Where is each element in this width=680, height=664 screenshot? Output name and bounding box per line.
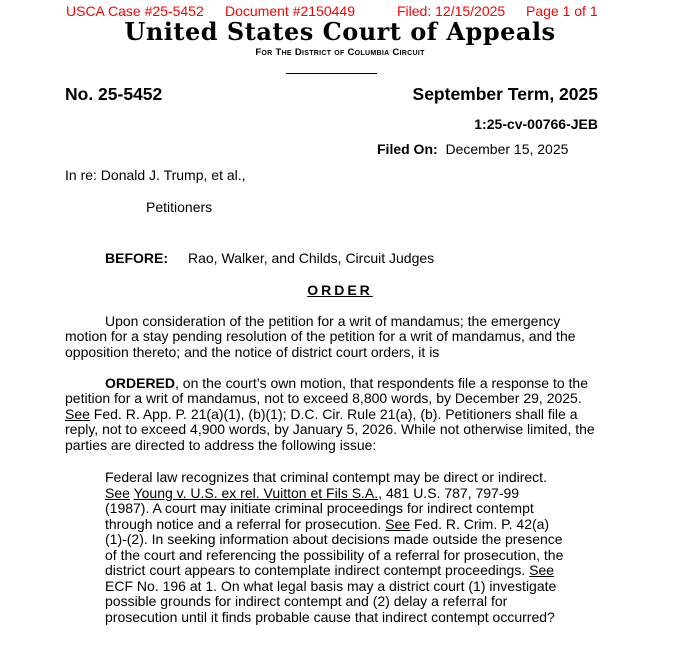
court-name: United States Court of Appeals xyxy=(124,17,556,46)
header-page-count: Page 1 of 1 xyxy=(526,3,598,19)
before-line xyxy=(105,250,434,266)
ordered-text-1: , on the court’s own motion, that respondents file a response to the petition for a writ of mandamus, not to exceed 8,800 words, by December 29, 2025. xyxy=(65,375,589,407)
ordered-paragraph xyxy=(65,376,605,453)
see-signal: See xyxy=(385,515,411,532)
issue-text-3: Fed. R. Crim. P. 42(a)(1)-(2). In seeking information about decisions made outside the presence of the court and referencing the possibility of a referral for prosecution, the district court appears to contemplate indirect contempt proceedings. xyxy=(105,515,564,578)
court-district: For The District of Columbia Circuit xyxy=(255,47,425,58)
ordered-text-2: Fed. R. App. P. 21(a)(1), (b)(1); D.C. Cir. Rule 21(a), (b). Petitioners shall file a reply, not to exceed 4,900 words, by January 5, 2026. While not otherwise limited, the parties are directed to address the following issue: xyxy=(65,405,595,453)
header-document-number: Document #2150449 xyxy=(225,3,355,19)
ordered-keyword: ORDERED xyxy=(105,375,176,391)
header-filed-date: Filed: 12/15/2025 xyxy=(397,3,506,19)
directed-issue-block xyxy=(105,470,565,625)
before-label: BEFORE: xyxy=(105,250,168,266)
filed-on-line xyxy=(377,141,568,157)
order-title-text: ORDER xyxy=(307,282,373,298)
district-case-number: 1:25-cv-00766-JEB xyxy=(474,116,598,132)
term: September Term, 2025 xyxy=(412,84,598,104)
filed-on-date: December 15, 2025 xyxy=(445,141,569,157)
order-title xyxy=(0,282,680,298)
see-signal: See xyxy=(65,405,90,422)
issue-text-4: ECF No. 196 at 1. On what legal basis may a district court (1) investigate possible grounds for indirect contempt and (2) delay a referral for prosecution until it finds probable cause that indirect contempt occurred? xyxy=(105,577,557,625)
in-re-line: In re: Donald J. Trump, et al., xyxy=(65,167,246,183)
header-case-number: USCA Case #25-5452 xyxy=(66,3,204,19)
see-signal: See xyxy=(105,484,130,501)
issue-text-2: , 481 U.S. 787, 797-99 (1987). A court may initiate criminal proceedings for indirect contempt through notice and a referral for prosecution. xyxy=(105,484,534,532)
filed-on-label: Filed On: xyxy=(377,141,438,157)
case-number: No. 25-5452 xyxy=(65,84,163,104)
judges-list: Rao, Walker, and Childs, Circuit Judges xyxy=(188,250,435,266)
petitioners-label: Petitioners xyxy=(146,199,213,215)
consideration-paragraph: Upon consideration of the petition for a writ of mandamus; the emergency motion for a stay pending resolution of the petition for a writ of mandamus, and the opposition thereto; and the notice of district court orders, it is xyxy=(65,313,576,360)
see-signal: See xyxy=(529,562,555,578)
caption-divider xyxy=(286,73,377,74)
case-citation: Young v. U.S. ex rel. Vuitton et Fils S.A. xyxy=(133,484,379,501)
issue-text-1: Federal law recognizes that criminal contempt may be direct or indirect. xyxy=(105,469,547,485)
